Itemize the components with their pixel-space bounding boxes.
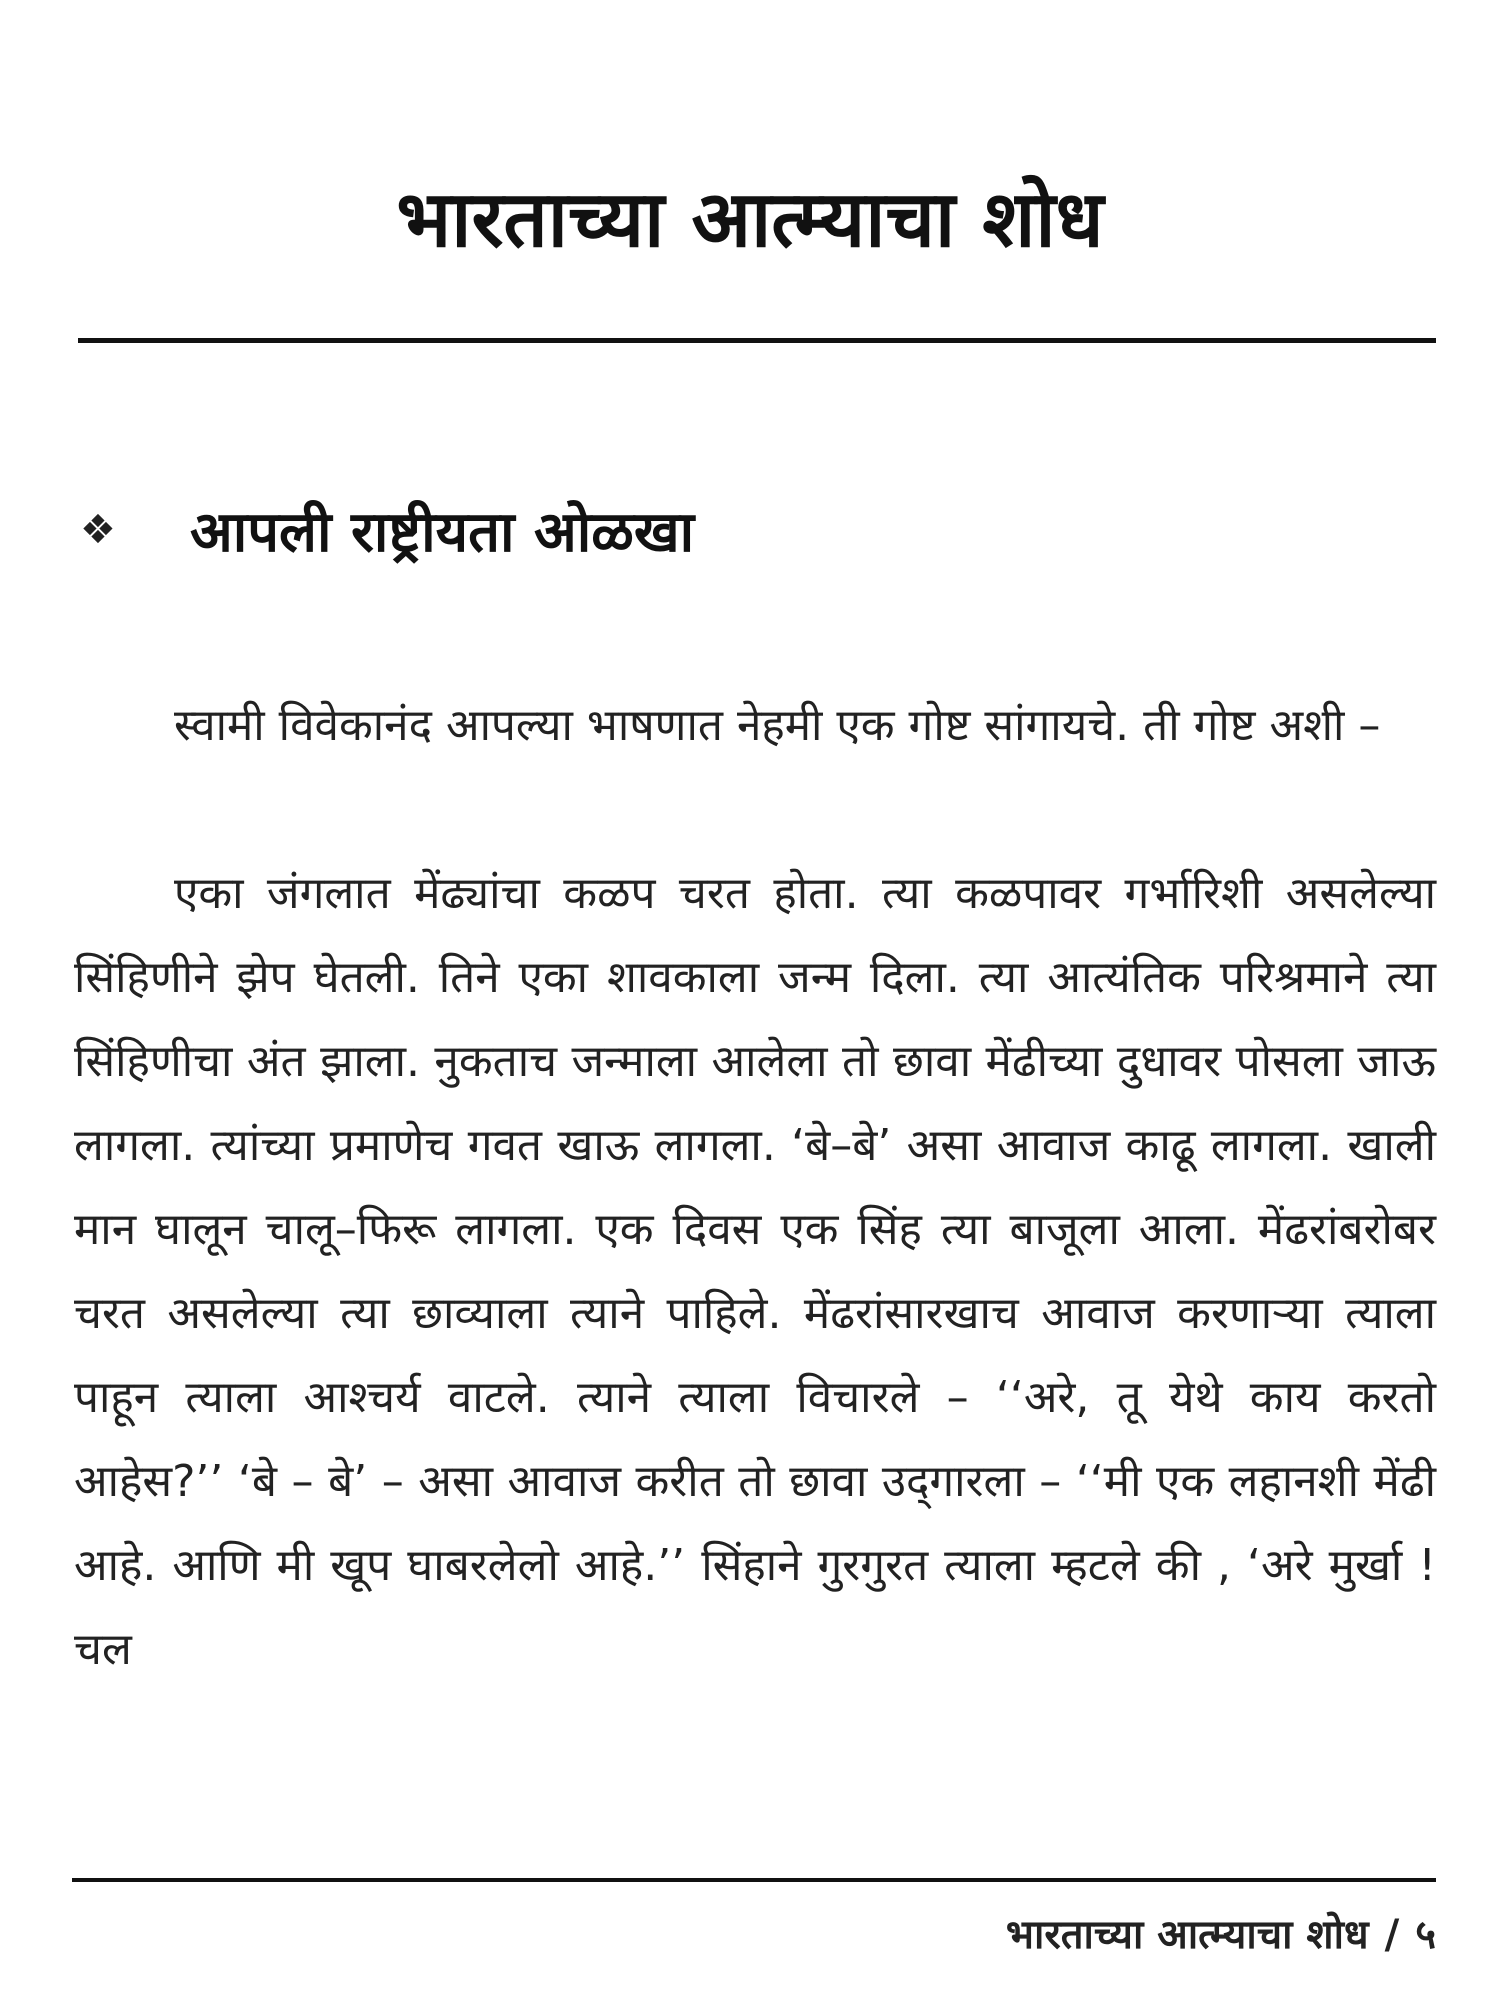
page-footer xyxy=(1006,1905,1436,1960)
title-divider xyxy=(78,338,1436,343)
diamond-bullet-icon: ❖ xyxy=(80,507,116,553)
paragraph-2: एका जंगलात मेंढ्यांचा कळप चरत होता. त्या कळपावर गर्भारिशी असलेल्या सिंहिणीने झेप घेतली. तिने एका शावकाला जन्म दिला. त्या आत्यंतिक परिश्रमाने त्या सिंहिणीचा अंत झाला. नुकताच जन्माला आलेला तो छावा मेंढीच्या दुधावर पोसला जाऊ लागला. त्यांच्या प्रमाणेच गवत खाऊ लागला. ‘बे–बे’ असा आवाज काढू लागला. खाली मान घालून चालू–फिरू लागला. एक दिवस एक सिंह त्या बाजूला आला. मेंढरांबरोबर चरत असलेल्या त्या छाव्याला त्याने पाहिले. मेंढरांसारखाच आवाज करणाऱ्या त्याला पाहून त्याला आश्चर्य वाटले. त्याने त्याला विचारले – ‘‘अरे, तू येथे काय करतो आहेस?’’ ‘बे – बे’ – असा आवाज करीत तो छावा उद्‌गारला – ‘‘मी एक लहानशी मेंढी आहे. आणि मी खूप घाबरलेलो आहे.’’ सिंहाने गुरगुरत त्याला म्हटले की , ‘अरे मुर्खा ! चल xyxy=(74,868,1436,1675)
page-title: भारताच्या आत्म्याचा शोध xyxy=(396,175,1104,265)
page-number: ५ xyxy=(1415,1912,1436,1958)
section-heading xyxy=(80,490,1420,570)
paragraph-1: स्वामी विवेकानंद आपल्या भाषणात नेहमी एक गोष्ट सांगायचे. ती गोष्ट अशी – xyxy=(174,700,1381,751)
footer-book-title: भारताच्या आत्म्याचा शोध xyxy=(1005,1912,1369,1958)
section-title: आपली राष्ट्रीयता ओळखा xyxy=(190,500,695,565)
footer-separator: / xyxy=(1384,1912,1400,1958)
footer-divider xyxy=(72,1878,1436,1882)
